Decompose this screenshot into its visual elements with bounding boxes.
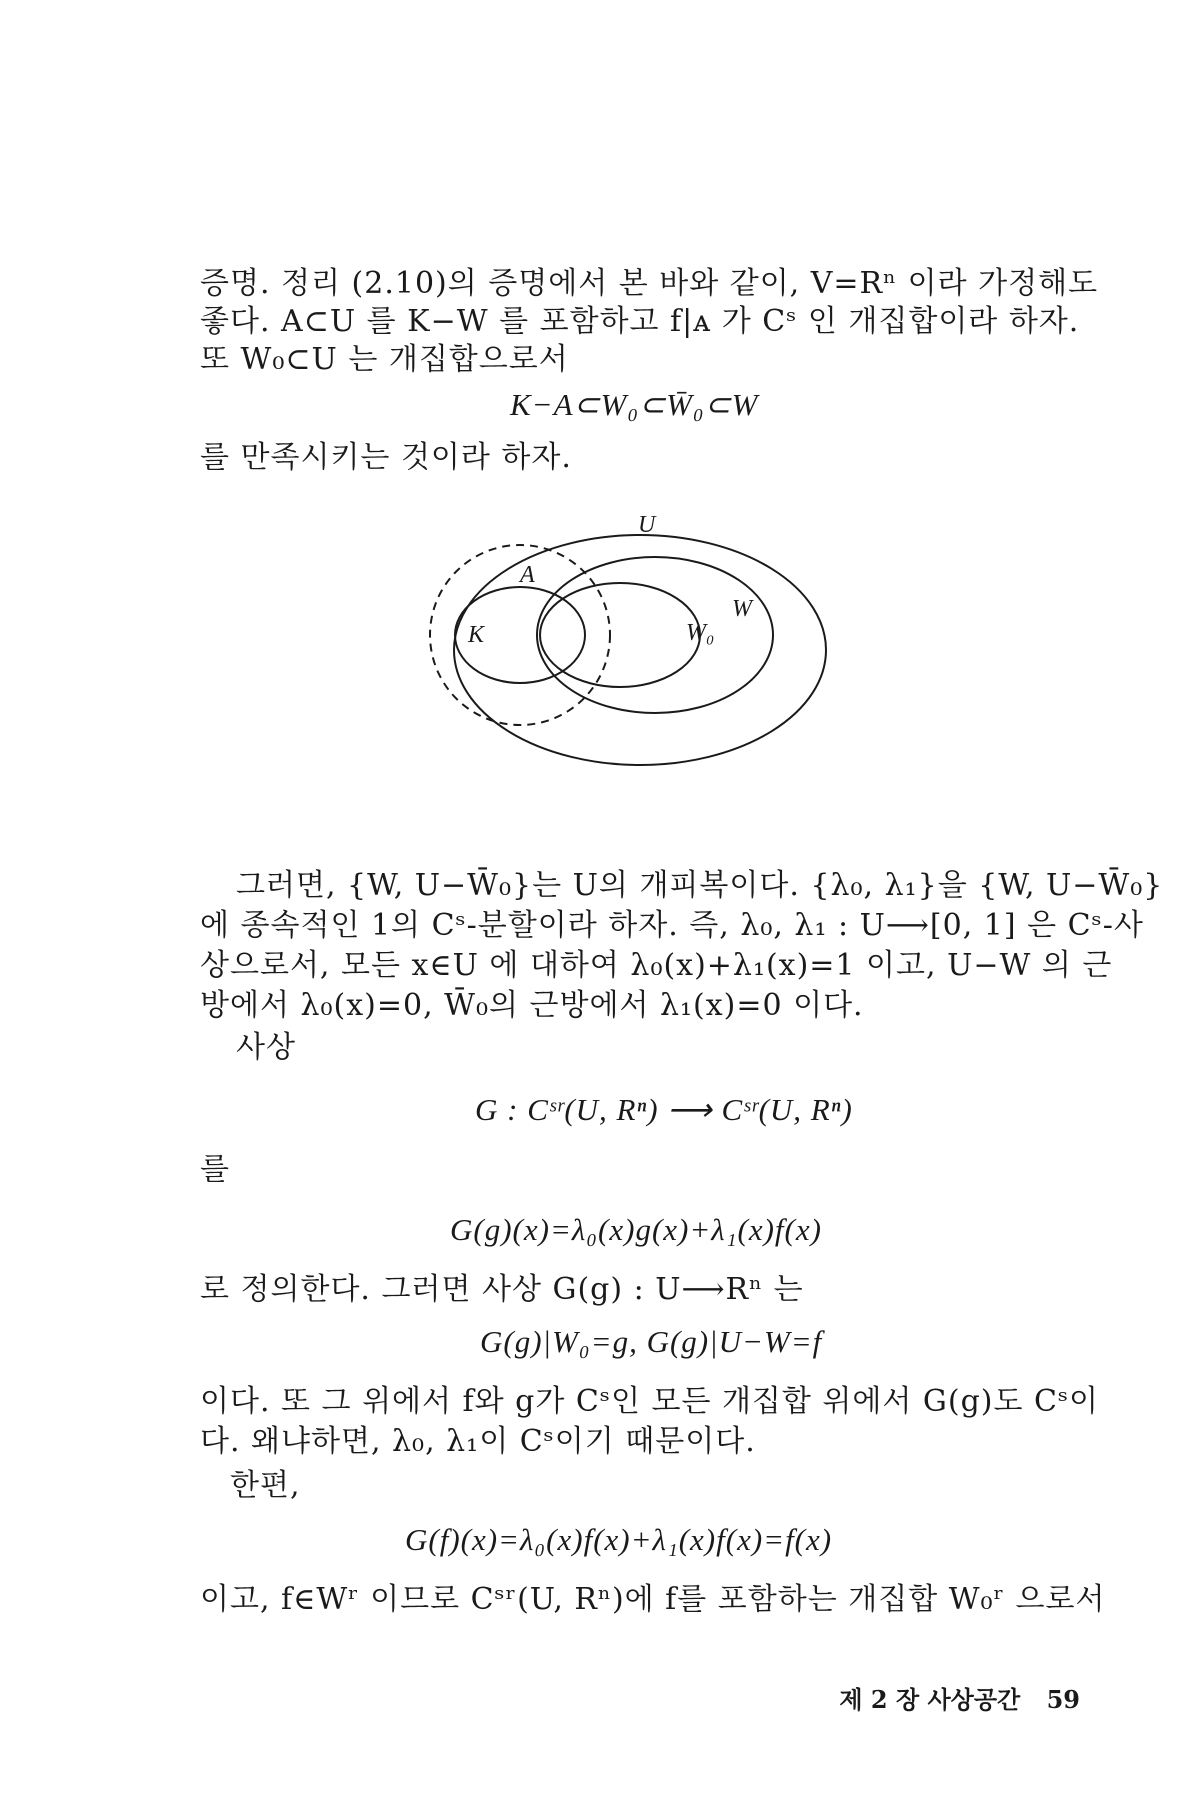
display-equation-1: K−A⊂W₀⊂W̄₀⊂W (510, 387, 759, 422)
text-line-9: 사상 (236, 1030, 296, 1065)
text-line-11: 로 정의한다. 그러면 사상 G(g) : U⟶Rⁿ 는 (200, 1272, 804, 1307)
set-w0-ellipse (540, 583, 700, 687)
text-line-7: 상으로서, 모든 x∈U 에 대하여 λ₀(x)+λ₁(x)=1 이고, U−W 의 근 (200, 948, 1113, 983)
set-diagram (400, 512, 920, 860)
label-a: A (520, 562, 535, 588)
text-line-10: 를 (200, 1152, 230, 1187)
text-line-14: 한편, (230, 1468, 301, 1503)
display-equation-3: G(g)(x)=λ₀(x)g(x)+λ₁(x)f(x) (450, 1212, 822, 1247)
display-equation-5: G(f)(x)=λ₀(x)f(x)+λ₁(x)f(x)=f(x) (405, 1522, 833, 1557)
text-line-15: 이고, f∈Wʳ 이므로 Cˢʳ(U, Rⁿ)에 f를 포함하는 개집합 W₀ʳ 으로서 (200, 1582, 1106, 1617)
text-line-5: 그러면, {W, U−W̄₀}는 U의 개피복이다. {λ₀, λ₁}을 {W, U−W̄₀} (236, 868, 1164, 903)
text-line-13: 다. 왜냐하면, λ₀, λ₁이 Cˢ이기 때문이다. (200, 1424, 756, 1459)
label-w: W (732, 596, 752, 622)
label-k: K (468, 622, 485, 648)
page-number: 59 (1046, 1685, 1080, 1714)
footer-chapter: 제 2 장 사상공간 (839, 1685, 1021, 1714)
text-line-3: 또 W₀⊂U 는 개집합으로서 (200, 342, 569, 377)
label-w0: W₀ (686, 620, 715, 646)
text-line-4: 를 만족시키는 것이라 하자. (200, 440, 572, 475)
set-diagram-svg (400, 512, 920, 860)
text-line-6: 에 종속적인 1의 Cˢ-분할이라 하자. 즉, λ₀, λ₁ : U⟶[0, 1] 은 Cˢ-사 (200, 908, 1144, 943)
page-footer (839, 1680, 1080, 1715)
display-equation-4: G(g)|W₀=g, G(g)|U−W=f (480, 1324, 823, 1359)
display-equation-2: G : Cˢʳ(U, Rⁿ) ⟶ Cˢʳ(U, Rⁿ) (475, 1092, 853, 1127)
text-line-2: 좋다. A⊂U 를 K−W 를 포함하고 f|ᴀ 가 Cˢ 인 개집합이라 하자. (200, 304, 1080, 339)
text-line-8: 방에서 λ₀(x)=0, W̄₀의 근방에서 λ₁(x)=0 이다. (200, 988, 864, 1023)
set-w-ellipse (537, 557, 773, 713)
label-u: U (638, 512, 656, 538)
text-line-12: 이다. 또 그 위에서 f와 g가 Cˢ인 모든 개집합 위에서 G(g)도 Cˢ이 (200, 1384, 1100, 1419)
text-line-1: 증명. 정리 (2.10)의 증명에서 본 바와 같이, V=Rⁿ 이라 가정해도 (200, 266, 1099, 301)
